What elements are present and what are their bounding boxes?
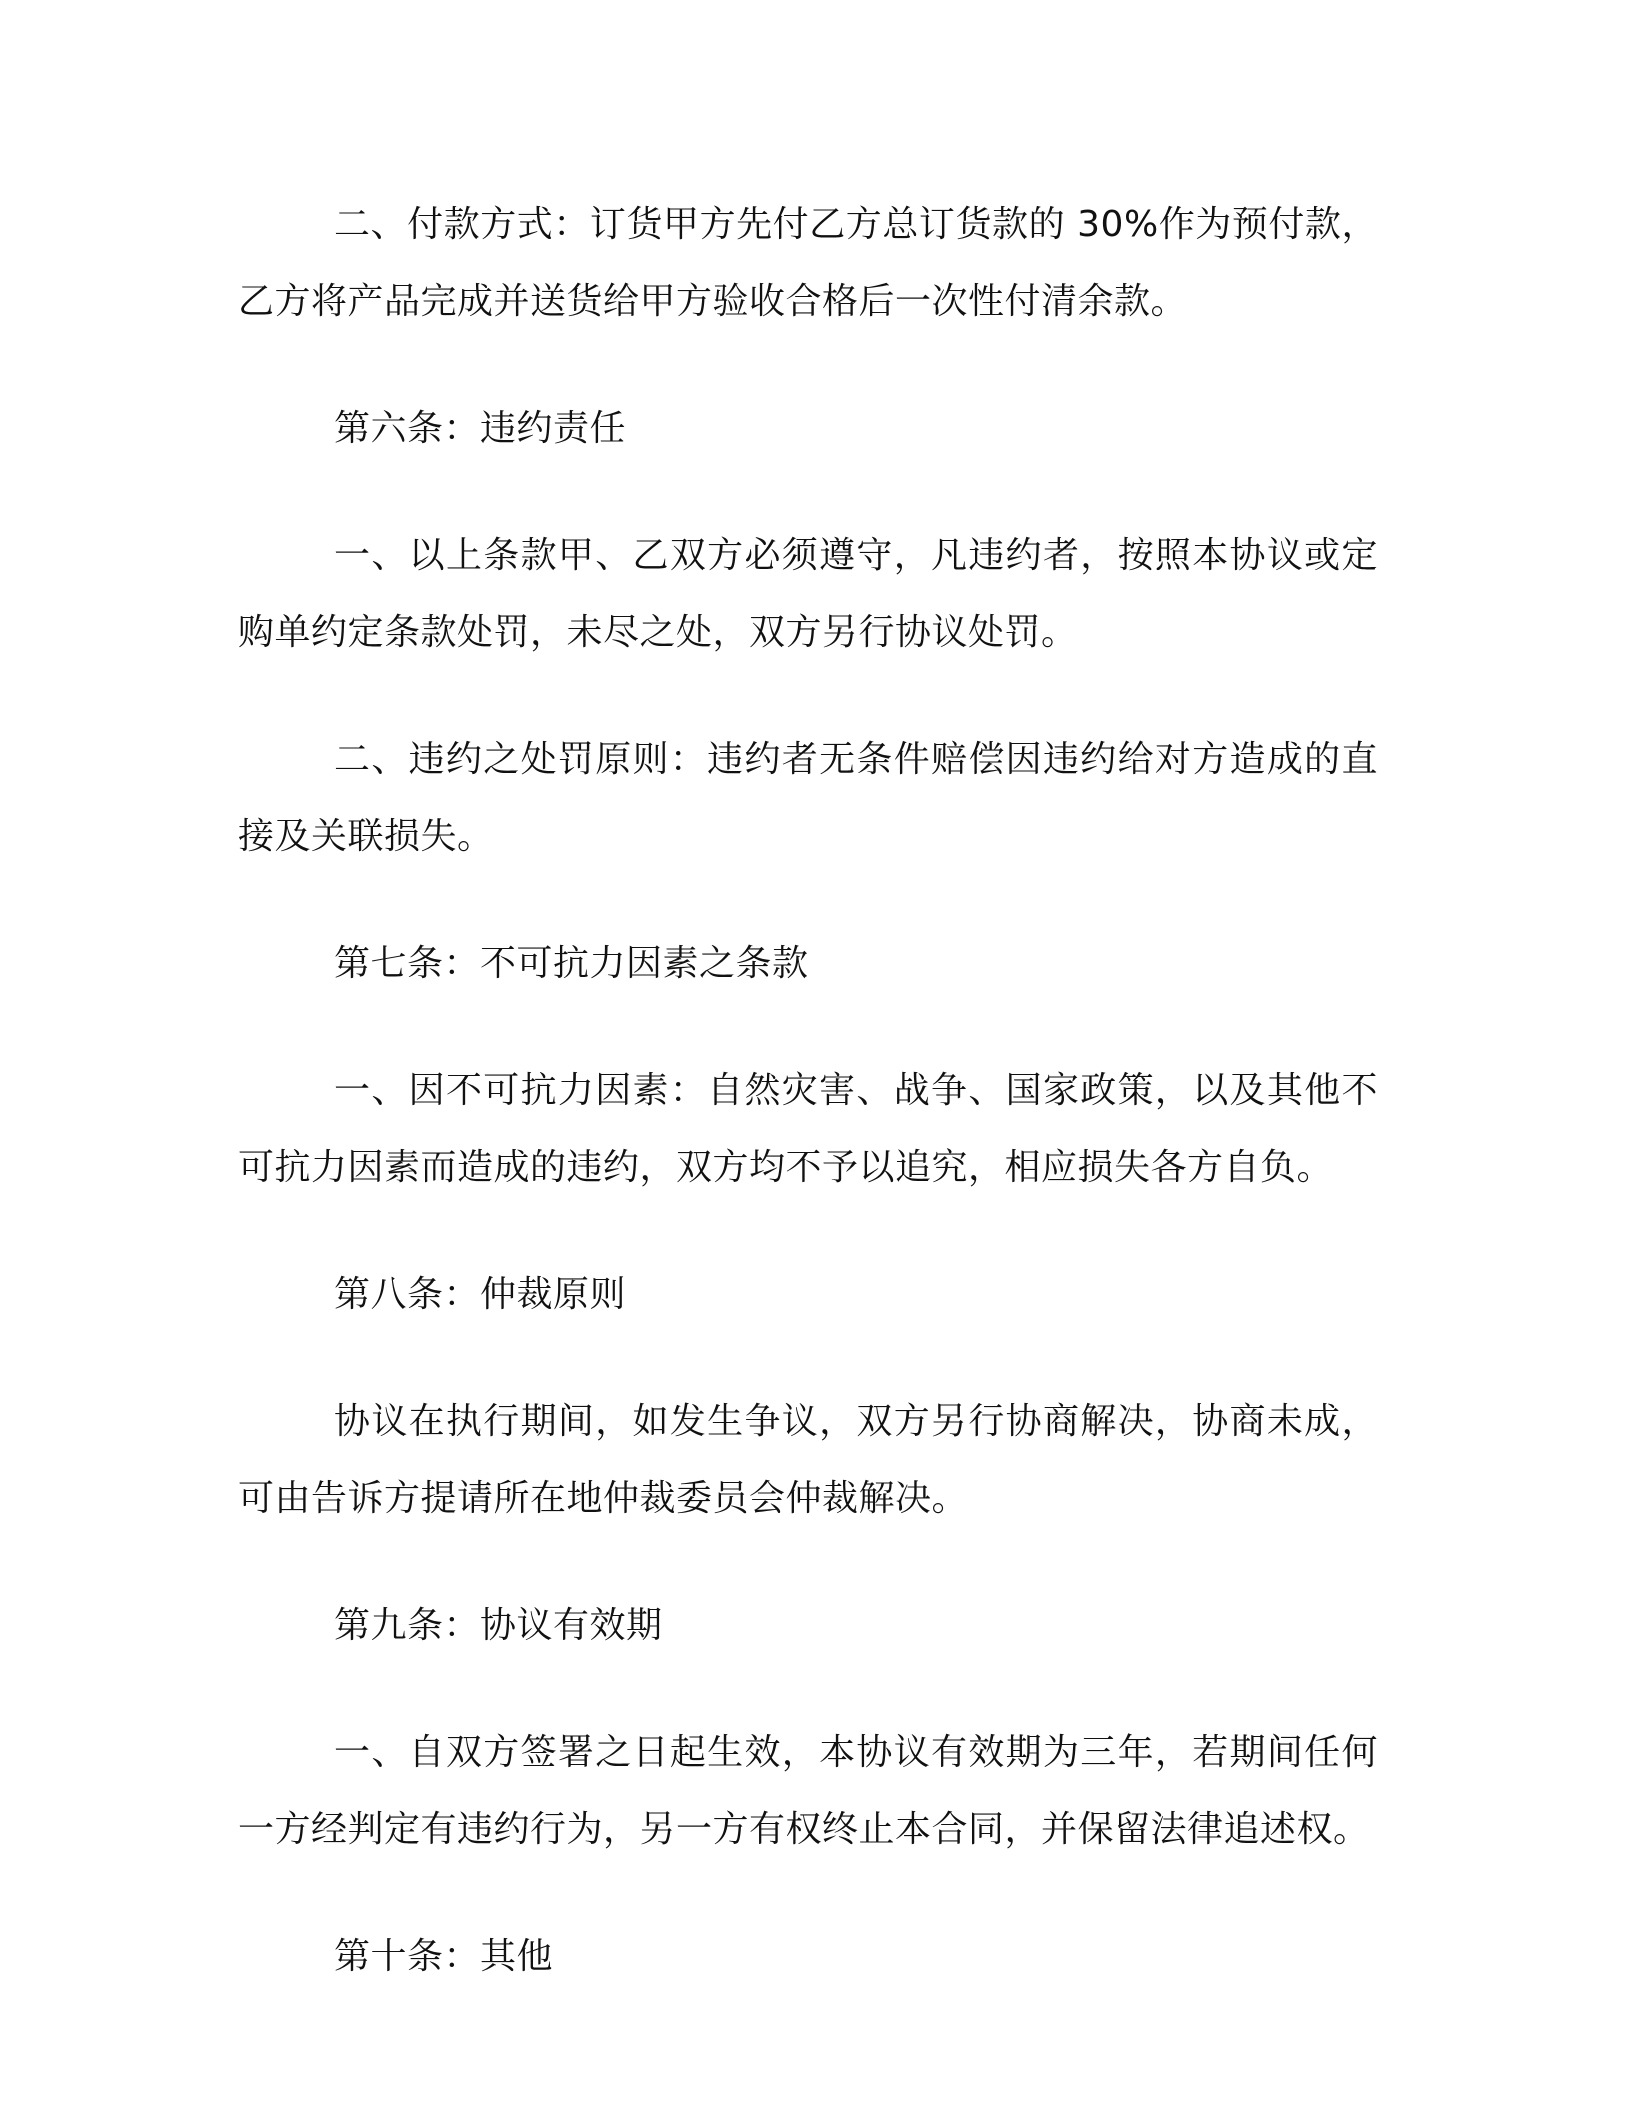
article-6-heading: 第六条：违约责任	[334, 408, 627, 449]
breach-clause-2-paragraph: 二、违约之处罚原则：违约者无条件赔偿因违约给对方造成的直接及关联损失。	[238, 739, 1378, 857]
force-majeure-paragraph: 一、因不可抗力因素：自然灾害、战争、国家政策，以及其他不可抗力因素而造成的违约，双方均不予以追究，相应损失各方自负。	[238, 1070, 1378, 1188]
breach-clause-1-paragraph: 一、以上条款甲、乙双方必须遵守，凡违约者，按照本协议或定购单约定条款处罚，未尽之处，双方另行协议处罚。	[238, 535, 1378, 653]
arbitration-paragraph: 协议在执行期间，如发生争议，双方另行协商解决，协商未成，可由告诉方提请所在地仲裁委员会仲裁解决。	[238, 1401, 1378, 1519]
article-8-heading: 第八条：仲裁原则	[334, 1274, 627, 1315]
validity-paragraph: 一、自双方签署之日起生效，本协议有效期为三年，若期间任何一方经判定有违约行为，另一方有权终止本合同，并保留法律追述权。	[238, 1732, 1378, 1850]
article-10-heading: 第十条：其他	[334, 1936, 554, 1977]
payment-method-paragraph: 二、付款方式：订货甲方先付乙方总订货款的 30%作为预付款，乙方将产品完成并送货给甲方验收合格后一次性付清余款。	[238, 204, 1378, 322]
article-9-heading: 第九条：协议有效期	[334, 1605, 663, 1646]
document-body	[238, 186, 1378, 2045]
article-7-heading: 第七条：不可抗力因素之条款	[334, 943, 809, 984]
